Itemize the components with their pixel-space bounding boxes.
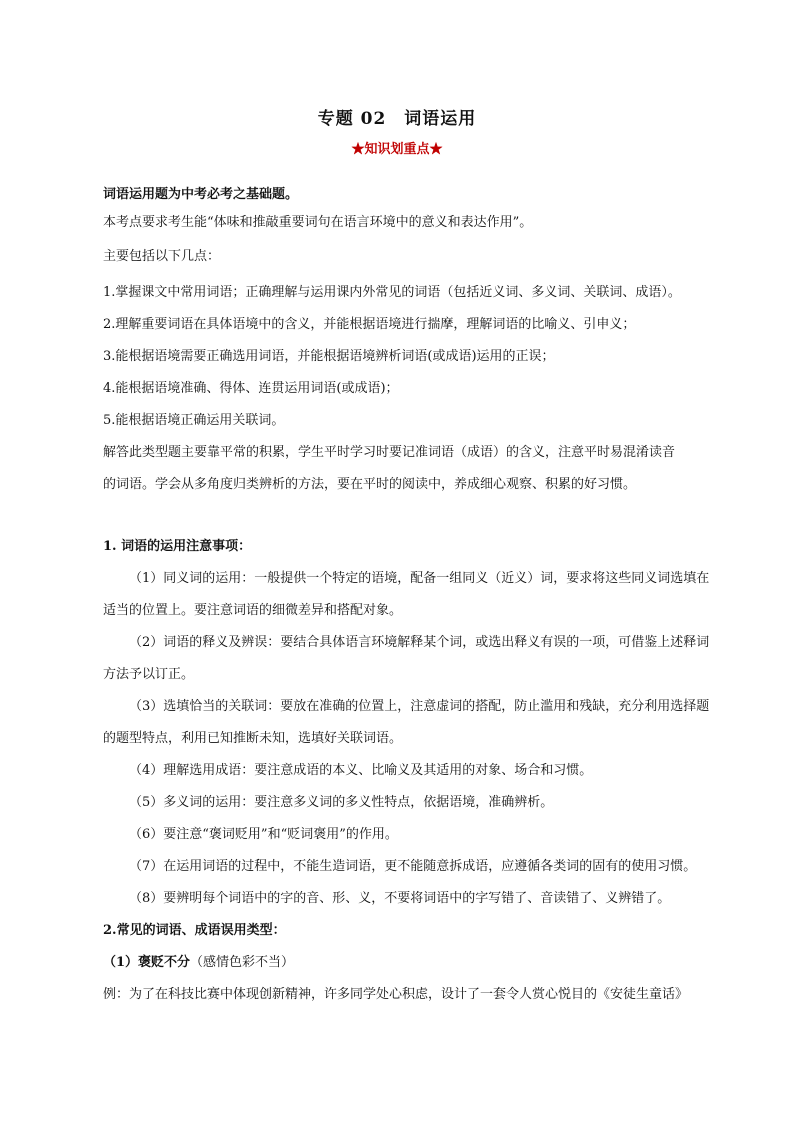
- section1-item-5: （5）多义词的运用：要注意多义词的多义性特点，依据语境，准确辨析。: [129, 795, 554, 810]
- page-subtitle: ★知识划重点★: [351, 142, 443, 157]
- section1-item-2a: （2）词语的释义及辨误：要结合具体语言环境解释某个词，或选出释义有误的一项，可借鉴上述释词: [129, 635, 710, 650]
- intro-line-2: 主要包括以下几点：: [103, 249, 221, 264]
- section2-heading: 2.常见的词语、成语误用类型：: [103, 923, 286, 938]
- section1-heading: 1. 词语的运用注意事项：: [103, 539, 252, 554]
- section1-item-8: （8）要辨明每个词语中的字的音、形、义，不要将词语中的字写错了、音读错了、义辨错了。: [129, 891, 671, 906]
- section1-item-6: （6）要注意“褒词贬用”和“贬词褒用”的作用。: [129, 827, 398, 842]
- intro-bold-line: 词语运用题为中考必考之基础题。: [103, 187, 299, 202]
- section1-item-1a: （1）同义词的运用：一般提供一个特定的语境，配备一组同义（近义）词，要求将这些同义词选填在: [129, 571, 710, 586]
- intro-point-3: 3.能根据语境需要正确选用词语，并能根据语境辨析词语(或成语)运用的正误；: [103, 349, 555, 364]
- section1-item-7: （7）在运用词语的过程中，不能生造词语，更不能随意拆成语，应遵循各类词的固有的使用习惯。: [129, 859, 697, 874]
- section2-subheading: [103, 954, 743, 972]
- page-title: 专题 02 词语运用: [317, 109, 477, 129]
- section2-example: 例：为了在科技比赛中体现创新精神，许多同学处心积虑，设计了一套令人赏心悦目的《安徒生童话》: [103, 987, 689, 1002]
- intro-point-2: 2.理解重要词语在具体语境中的含义，并能根据语境进行揣摩，理解词语的比喻义、引申义；: [103, 317, 636, 332]
- section1-item-3a: （3）选填恰当的关联词：要放在准确的位置上，注意虚词的搭配，防止滥用和残缺，充分利用选择题: [129, 699, 710, 714]
- section1-item-4: （4）理解选用成语：要注意成语的本义、比喻义及其适用的对象、场合和习惯。: [129, 763, 593, 778]
- section2-sub-bold: （1）褒贬不分: [103, 955, 191, 970]
- intro-paragraph-line-b: 的词语。学会从多角度归类辨析的方法，要在平时的阅读中，养成细心观察、积累的好习惯。: [103, 477, 637, 492]
- section1-item-2b: 方法予以订正。: [103, 667, 195, 682]
- intro-paragraph-line-a: 解答此类型题主要靠平常的积累，学生平时学习时要记准词语（成语）的含义，注意平时易混淆读音: [103, 445, 676, 460]
- intro-point-1: 1.掌握课文中常用词语；正确理解与运用课内外常见的词语（包括近义词、多义词、关联词、成语）。: [103, 285, 681, 300]
- section2-sub-normal: （感情色彩不当）: [190, 955, 295, 970]
- intro-line-1: 本考点要求考生能“体味和推敲重要词句在语言环境中的意义和表达作用”。: [103, 215, 533, 230]
- intro-point-5: 5.能根据语境正确运用关联词。: [103, 413, 285, 428]
- section1-item-1b: 适当的位置上。要注意词语的细微差异和搭配对象。: [103, 603, 403, 618]
- section1-item-3b: 的题型特点，利用已知推断未知，选填好关联词语。: [103, 731, 403, 746]
- intro-point-4: 4.能根据语境准确、得体、连贯运用词语(或成语)；: [103, 381, 399, 396]
